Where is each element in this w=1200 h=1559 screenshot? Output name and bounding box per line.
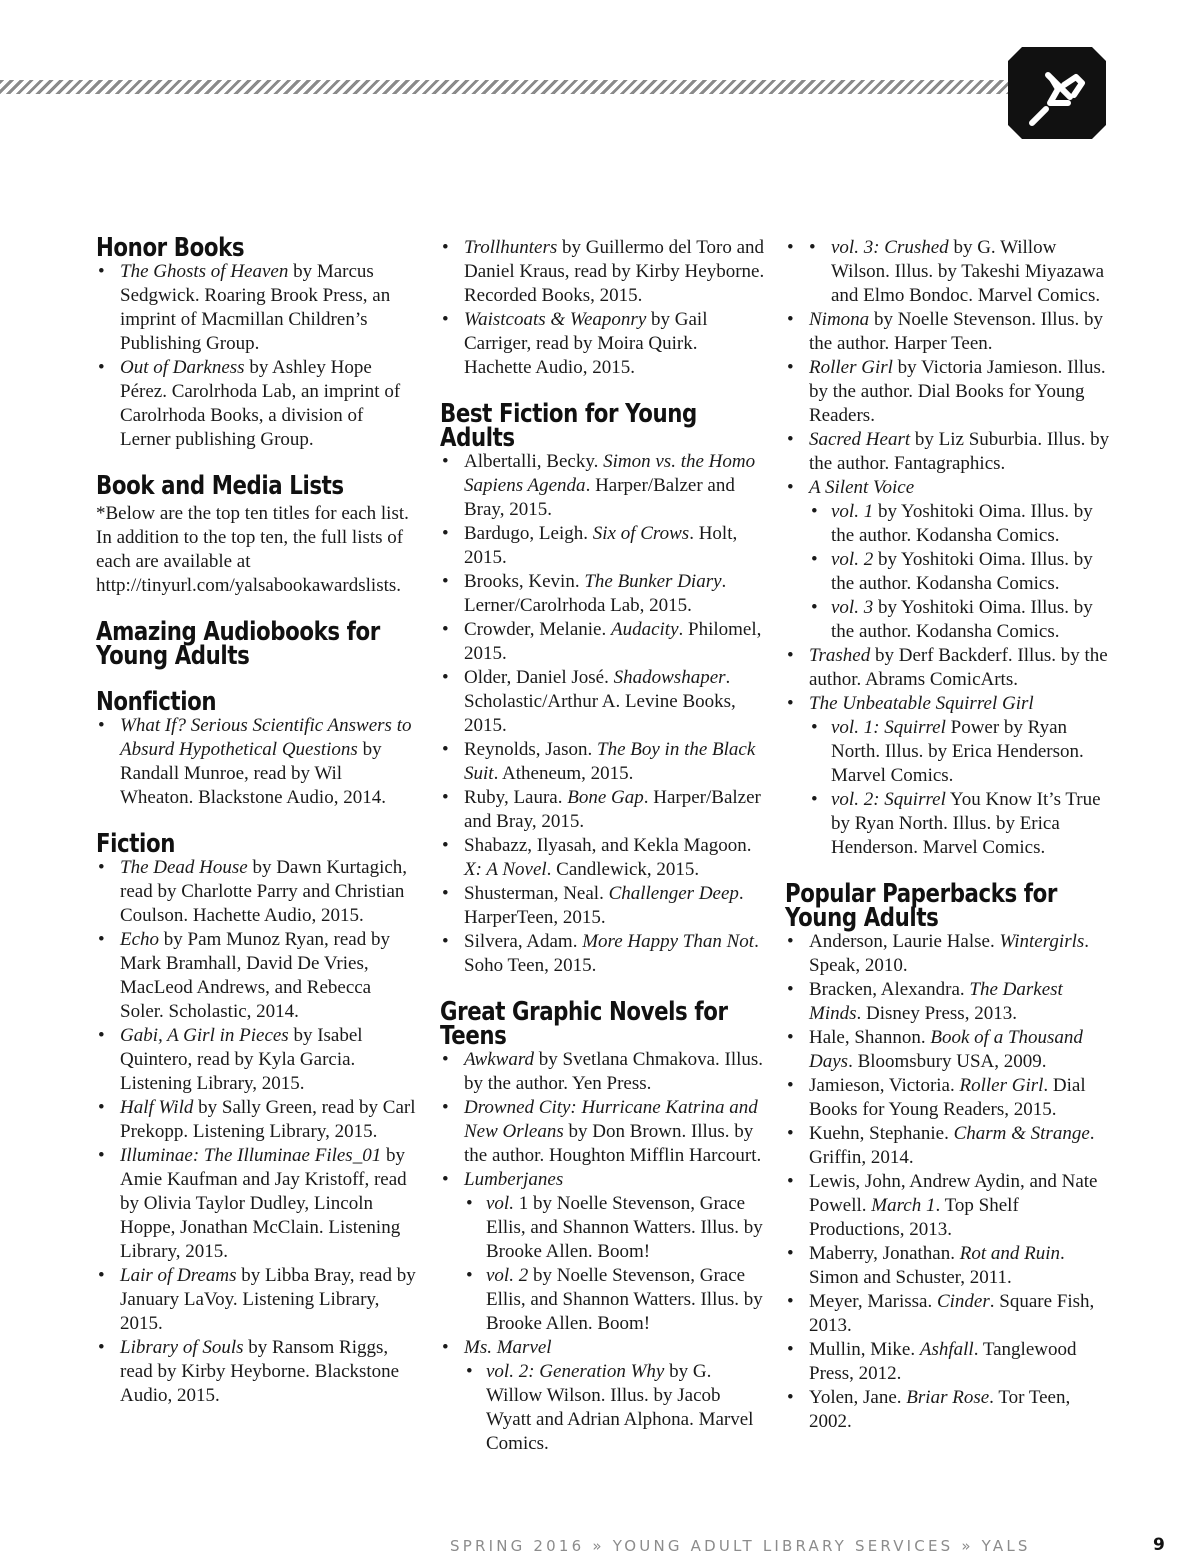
list-item: • Maberry, Jonathan. Rot and Ruin. Simon and Schuster, 2011. <box>785 1242 1115 1290</box>
list-item: • vol. 1: Squirrel Power by Ryan North. Illus. by Erica Henderson. Marvel Comics. <box>809 716 1115 788</box>
lists-intro: *Below are the top ten titles for each list. In addition to the top ten, the full lists of each are available at http://tinyurl.com/yalsabookawardslists. <box>96 503 409 596</box>
list-item: • Jamieson, Victoria. Roller Girl. Dial Books for Young Readers, 2015. <box>785 1074 1115 1122</box>
list-item: • The Unbeatable Squirrel Girl • vol. 1: Squirrel Power by Ryan North. Illus. by Erica Henderson. Marvel Comics. • vol. 2: Squirrel You Know It’s True by Ryan North. Illus. by Erica Henderson. Marvel Comics. <box>785 692 1115 860</box>
list-item: • Silvera, Adam. More Happy Than Not. Soho Teen, 2015. <box>440 930 766 978</box>
audiobooks-heading: Amazing Audiobooks for Young Adults <box>96 617 380 671</box>
list-item: • Ms. Marvel • vol. 2: Generation Why by G. Willow Wilson. Illus. by Jacob Wyatt and Adrian Alphona. Marvel Comics. <box>440 1336 766 1456</box>
list-item: • Lair of Dreams by Libba Bray, read by January LaVoy. Listening Library, 2015. <box>96 1264 418 1336</box>
fiction-list <box>96 856 418 1408</box>
popular-paperbacks-heading: Popular Paperbacks for Young Adults <box>785 879 1058 933</box>
best-fiction-list <box>440 450 766 978</box>
list-item: • Sacred Heart by Liz Suburbia. Illus. by the author. Fantagraphics. <box>785 428 1115 476</box>
list-item: • Half Wild by Sally Green, read by Carl Prekopp. Listening Library, 2015. <box>96 1096 418 1144</box>
graphic-novels-list-continued <box>785 236 1115 860</box>
list-item: • A Silent Voice • vol. 1 by Yoshitoki Oima. Illus. by the author. Kodansha Comics. • vol. 2 by Yoshitoki Oima. Illus. by the author. Kodansha Comics. • vol. 3 by Yoshitoki Oima. Illus. by the author. Kodansha Comics. <box>785 476 1115 644</box>
graphic-novels-heading: Great Graphic Novels for Teens <box>440 997 728 1051</box>
page-number: 9 <box>1153 1535 1165 1555</box>
graphic-novels-list <box>440 1048 766 1456</box>
list-item: • Library of Souls by Ransom Riggs, read by Kirby Heyborne. Blackstone Audio, 2015. <box>96 1336 418 1408</box>
list-item: • Bardugo, Leigh. Six of Crows. Holt, 2015. <box>440 522 766 570</box>
list-item: • Mullin, Mike. Ashfall. Tanglewood Press, 2012. <box>785 1338 1115 1386</box>
running-footer: SPRING 2016 » YOUNG ADULT LIBRARY SERVICES » YALS <box>450 1537 1031 1555</box>
nonfiction-heading: Nonfiction <box>96 687 217 717</box>
list-item: • Hale, Shannon. Book of a Thousand Days. Bloomsbury USA, 2009. <box>785 1026 1115 1074</box>
list-item: • Trollhunters by Guillermo del Toro and Daniel Kraus, read by Kirby Heyborne. Recorded Books, 2015. <box>440 236 766 308</box>
list-item: • What If? Serious Scientific Answers to Absurd Hypothetical Questions by Randall Munroe, read by Wil Wheaton. Blackstone Audio, 2014. <box>96 714 418 810</box>
list-item: • Yolen, Jane. Briar Rose. Tor Teen, 2002. <box>785 1386 1115 1434</box>
best-fiction-heading: Best Fiction for Young Adults <box>440 399 697 453</box>
list-item: • Crowder, Melanie. Audacity. Philomel, 2015. <box>440 618 766 666</box>
honor-books-heading: Honor Books <box>96 233 245 263</box>
list-item: • Kuehn, Stephanie. Charm & Strange. Griffin, 2014. <box>785 1122 1115 1170</box>
list-item: • Roller Girl by Victoria Jamieson. Illus. by the author. Dial Books for Young Readers. <box>785 356 1115 428</box>
list-item: • Shabazz, Ilyasah, and Kekla Magoon. X: A Novel. Candlewick, 2015. <box>440 834 766 882</box>
column-3 <box>785 236 1115 1434</box>
column-1 <box>96 233 418 1408</box>
list-item: • Drowned City: Hurricane Katrina and New Orleans by Don Brown. Illus. by the author. Houghton Mifflin Harcourt. <box>440 1096 766 1168</box>
pushpin-badge <box>1008 47 1106 139</box>
list-item: • vol. 2: Squirrel You Know It’s True by Ryan North. Illus. by Erica Henderson. Marvel Comics. <box>809 788 1115 860</box>
header-stripe <box>0 80 1008 94</box>
list-item: • Illuminae: The Illuminae Files_01 by Amie Kaufman and Jay Kristoff, read by Olivia Taylor Dudley, Lincoln Hoppe, Jonathan McClain. Listening Library, 2015. <box>96 1144 418 1264</box>
list-item: • Out of Darkness by Ashley Hope Pérez. Carolrhoda Lab, an imprint of Carolrhoda Books, a division of Lerner publishing Group. <box>96 356 418 452</box>
list-item: • Awkward by Svetlana Chmakova. Illus. by the author. Yen Press. <box>440 1048 766 1096</box>
pushpin-icon <box>1008 47 1106 139</box>
list-item: • Waistcoats & Weaponry by Gail Carriger, read by Moira Quirk. Hachette Audio, 2015. <box>440 308 766 380</box>
list-item: • Bracken, Alexandra. The Darkest Minds. Disney Press, 2013. <box>785 978 1115 1026</box>
column-2 <box>440 236 766 1456</box>
list-item: • Echo by Pam Munoz Ryan, read by Mark Bramhall, David De Vries, MacLeod Andrews, and Rebecca Soler. Scholastic, 2014. <box>96 928 418 1024</box>
list-item: • Nimona by Noelle Stevenson. Illus. by the author. Harper Teen. <box>785 308 1115 356</box>
honor-books-list <box>96 260 418 452</box>
book-media-lists-heading: Book and Media Lists <box>96 471 344 501</box>
list-item: • vol. 2: Generation Why by G. Willow Wilson. Illus. by Jacob Wyatt and Adrian Alphona. Marvel Comics. <box>464 1360 766 1456</box>
popular-paperbacks-list <box>785 930 1115 1434</box>
list-item: • Anderson, Laurie Halse. Wintergirls. Speak, 2010. <box>785 930 1115 978</box>
list-item: • vol. 1 by Noelle Stevenson, Grace Ellis, and Shannon Watters. Illus. by Brooke Allen. Boom! <box>464 1192 766 1264</box>
list-item: • Albertalli, Becky. Simon vs. the Homo Sapiens Agenda. Harper/Balzer and Bray, 2015. <box>440 450 766 522</box>
list-item: • Reynolds, Jason. The Boy in the Black Suit. Atheneum, 2015. <box>440 738 766 786</box>
list-item: • Gabi, A Girl in Pieces by Isabel Quintero, read by Kyla Garcia. Listening Library, 2015. <box>96 1024 418 1096</box>
nonfiction-list <box>96 714 418 810</box>
list-item: • Lewis, John, Andrew Aydin, and Nate Powell. March 1. Top Shelf Productions, 2013. <box>785 1170 1115 1242</box>
list-item: • • vol. 3: Crushed by G. Willow Wilson. Illus. by Takeshi Miyazawa and Elmo Bondoc. Marvel Comics. <box>785 236 1115 308</box>
list-item: • vol. 1 by Yoshitoki Oima. Illus. by the author. Kodansha Comics. <box>809 500 1115 548</box>
list-item: • vol. 3 by Yoshitoki Oima. Illus. by the author. Kodansha Comics. <box>809 596 1115 644</box>
list-item: • The Ghosts of Heaven by Marcus Sedgwick. Roaring Brook Press, an imprint of Macmillan Children’s Publishing Group. <box>96 260 418 356</box>
list-item: • Meyer, Marissa. Cinder. Square Fish, 2013. <box>785 1290 1115 1338</box>
fiction-heading: Fiction <box>96 829 175 859</box>
list-item: • The Dead House by Dawn Kurtagich, read by Charlotte Parry and Christian Coulson. Hachette Audio, 2015. <box>96 856 418 928</box>
list-item: • Older, Daniel José. Shadowshaper. Scholastic/Arthur A. Levine Books, 2015. <box>440 666 766 738</box>
list-item: • Brooks, Kevin. The Bunker Diary. Lerner/Carolrhoda Lab, 2015. <box>440 570 766 618</box>
list-item: • Lumberjanes • vol. 1 by Noelle Stevenson, Grace Ellis, and Shannon Watters. Illus. by Brooke Allen. Boom! • vol. 2 by Noelle Stevenson, Grace Ellis, and Shannon Watters. Illus. by Brooke Allen. Boom! <box>440 1168 766 1336</box>
list-item: • Shusterman, Neal. Challenger Deep. HarperTeen, 2015. <box>440 882 766 930</box>
list-item: • Ruby, Laura. Bone Gap. Harper/Balzer and Bray, 2015. <box>440 786 766 834</box>
list-item: • vol. 2 by Noelle Stevenson, Grace Ellis, and Shannon Watters. Illus. by Brooke Allen. Boom! <box>464 1264 766 1336</box>
list-item: • Trashed by Derf Backderf. Illus. by the author. Abrams ComicArts. <box>785 644 1115 692</box>
list-item: • vol. 2 by Yoshitoki Oima. Illus. by the author. Kodansha Comics. <box>809 548 1115 596</box>
fiction-list-continued <box>440 236 766 380</box>
